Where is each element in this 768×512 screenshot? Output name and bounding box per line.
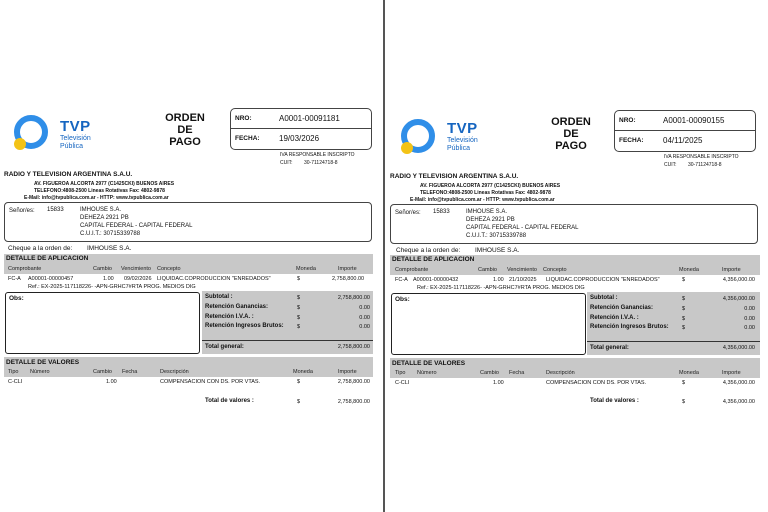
- col-concepto: Concepto: [157, 266, 181, 272]
- val-col-importe: Importe: [722, 370, 741, 376]
- senores-city: CAPITAL FEDERAL - CAPITAL FEDERAL: [80, 223, 193, 229]
- total-valores-value: 4,356,000.00: [722, 399, 755, 405]
- row-vencimiento: 21/10/2025: [509, 277, 537, 283]
- val-col-cambio: Cambio: [93, 369, 112, 375]
- aplicacion-title: DETALLE DE APLICACION: [392, 256, 475, 263]
- val-col-moneda: Moneda: [293, 369, 313, 375]
- company-address: AV. FIGUEROA ALCORTA 2977 (C1425CKI) BUENOS AIRES: [34, 181, 175, 187]
- val-row-tipo: C-CLI: [395, 380, 410, 386]
- col-moneda: Moneda: [296, 266, 316, 272]
- row-importe: 2,758,800.00: [332, 276, 365, 282]
- logo-brand: TVP: [447, 120, 478, 137]
- val-col-tipo: Tipo: [8, 369, 19, 375]
- senores-address: DEHEZA 2921 PB: [80, 215, 129, 221]
- senores-address: DEHEZA 2921 PB: [466, 217, 515, 223]
- ret-ganancias-moneda: $: [297, 305, 301, 311]
- company-email: E-Mail: info@tvpublica.com.ar - HTTP: www.tvpublica.com.ar: [410, 197, 555, 203]
- nro-value: A0001-00090155: [663, 116, 725, 125]
- company-phone: TELEFONO:4808-2500 Lineas Rotativas Fax: 4802-9878: [34, 188, 165, 194]
- val-row-moneda: $: [682, 380, 686, 386]
- total-valores-moneda: $: [297, 399, 301, 405]
- senores-label: Señor/es:: [9, 208, 35, 214]
- company-name: RADIO Y TELEVISION ARGENTINA S.A.U.: [4, 171, 133, 178]
- fecha-label: FECHA:: [619, 137, 644, 144]
- title-line1: ORDEN: [551, 116, 591, 128]
- row-numero: A00001-00000457: [28, 276, 74, 282]
- logo-line1: Televisión: [447, 137, 478, 144]
- row-reference: Ref.: EX-2025-117118226- -APN-GRHC7#RTA PROG. MEDIOS DIG: [28, 284, 196, 290]
- title-line2: DE: [177, 124, 193, 136]
- subtotal-value: 2,758,800.00: [337, 295, 370, 301]
- nro-label: NRO:: [619, 117, 636, 124]
- document-title: [544, 116, 598, 152]
- orden-de-pago-document: [0, 0, 383, 512]
- ret-ganancias-label: Retención Ganancias:: [590, 305, 654, 311]
- val-row-descripcion: COMPENSACION CON DS. POR VTAS.: [546, 380, 647, 386]
- val-row-tipo: C-CLI: [8, 379, 23, 385]
- row-importe: 4,356,000.00: [722, 277, 755, 283]
- total-general-value: 2,758,800.00: [337, 344, 370, 350]
- val-col-numero: Número: [417, 370, 437, 376]
- ret-iibb-moneda: $: [297, 324, 301, 330]
- val-row-importe: 4,356,000.00: [722, 380, 755, 386]
- obs-label: Obs:: [395, 296, 410, 303]
- orden-de-pago-document: [385, 0, 768, 512]
- col-comprobante: Comprobante: [395, 267, 429, 273]
- row-moneda: $: [297, 276, 301, 282]
- company-name: RADIO Y TELEVISION ARGENTINA S.A.U.: [390, 173, 519, 180]
- senores-name: IMHOUSE S.A.: [466, 209, 508, 215]
- col-importe: Importe: [722, 267, 741, 273]
- val-col-fecha: Fecha: [122, 369, 138, 375]
- ret-iva-value: 0.00: [744, 316, 755, 322]
- col-cambio: Cambio: [478, 267, 497, 273]
- col-moneda: Moneda: [679, 267, 699, 273]
- total-valores-moneda: $: [682, 399, 686, 405]
- logo-line1: Televisión: [60, 135, 91, 142]
- col-vencimiento: Vencimiento: [507, 267, 537, 273]
- total-general-label: Total general:: [205, 344, 244, 350]
- fecha-label: FECHA:: [235, 135, 260, 142]
- cuit-value: 30-71124718-8: [688, 162, 722, 168]
- row-concepto: LIQUIDAC.COPRODUCCION "ENREDADOS": [157, 276, 271, 282]
- senores-city: CAPITAL FEDERAL - CAPITAL FEDERAL: [466, 225, 579, 231]
- total-divider: [202, 340, 373, 341]
- document-title: [158, 112, 212, 148]
- tvp-logo-icon: [10, 112, 54, 156]
- logo-line2: Pública: [447, 145, 470, 152]
- cheque-value: IMHOUSE S.A.: [475, 247, 520, 254]
- row-cambio: 1.00: [493, 277, 504, 283]
- val-col-descripcion: Descripción: [160, 369, 189, 375]
- iva-condition: IVA RESPONSABLE INSCRIPTO: [664, 154, 739, 160]
- company-address: AV. FIGUEROA ALCORTA 2977 (C1425CKI) BUENOS AIRES: [420, 183, 561, 189]
- logo-brand: TVP: [60, 118, 91, 135]
- ret-iibb-label: Retención Ingresos Brutos:: [590, 324, 669, 330]
- col-importe: Importe: [338, 266, 357, 272]
- fecha-value: 04/11/2025: [663, 136, 703, 145]
- ret-ganancias-label: Retención Ganancias:: [205, 304, 269, 310]
- box-divider: [615, 130, 755, 131]
- col-vencimiento: Vencimiento: [121, 266, 151, 272]
- val-col-importe: Importe: [338, 369, 357, 375]
- val-row-cambio: 1.00: [493, 380, 504, 386]
- ret-ganancias-moneda: $: [682, 306, 686, 312]
- val-col-numero: Número: [30, 369, 50, 375]
- title-line3: PAGO: [555, 140, 587, 152]
- total-general-label: Total general:: [590, 345, 629, 351]
- total-valores-label: Total de valores :: [590, 398, 639, 404]
- cheque-label: Cheque a la orden de:: [396, 247, 461, 254]
- val-col-cambio: Cambio: [480, 370, 499, 376]
- val-row-cambio: 1.00: [106, 379, 117, 385]
- col-cambio: Cambio: [93, 266, 112, 272]
- recipient-box: [4, 202, 372, 242]
- cheque-value: IMHOUSE S.A.: [87, 245, 132, 252]
- cuit-value: 30-71124718-8: [304, 160, 338, 166]
- ret-iibb-label: Retención Ingresos Brutos:: [205, 323, 284, 329]
- nro-label: NRO:: [235, 115, 252, 122]
- senores-name: IMHOUSE S.A.: [80, 207, 122, 213]
- subtotal-label: Subtotal :: [205, 294, 233, 300]
- total-divider: [587, 341, 760, 342]
- subtotal-label: Subtotal :: [590, 295, 618, 301]
- valores-title: DETALLE DE VALORES: [6, 359, 80, 366]
- val-row-descripcion: COMPENSACION CON DS. POR VTAS.: [160, 379, 261, 385]
- senores-cuit: C.U.I.T.: 30715339788: [80, 231, 141, 237]
- obs-label: Obs:: [9, 295, 24, 302]
- company-email: E-Mail: info@tvpublica.com.ar - HTTP: www.tvpublica.com.ar: [24, 195, 169, 201]
- row-vencimiento: 09/02/2026: [124, 276, 152, 282]
- val-row-importe: 2,758,800.00: [337, 379, 370, 385]
- cheque-label: Cheque a la orden de:: [8, 245, 73, 252]
- val-col-moneda: Moneda: [679, 370, 699, 376]
- ret-iva-label: Retención I.V.A. :: [205, 314, 254, 320]
- fecha-value: 19/03/2026: [279, 134, 320, 143]
- senores-cuit: C.U.I.T.: 30715339788: [466, 233, 527, 239]
- ret-iibb-value: 0.00: [359, 324, 370, 330]
- val-col-fecha: Fecha: [509, 370, 525, 376]
- total-valores-label: Total de valores :: [205, 398, 254, 404]
- box-divider: [231, 128, 371, 129]
- row-tipo: FC-A: [8, 276, 21, 282]
- recipient-box: [390, 204, 758, 244]
- ret-ganancias-value: 0.00: [744, 306, 755, 312]
- row-reference: Ref.: EX-2025-117118226- -APN-GRHC7#RTA PROG. MEDIOS DIG: [417, 285, 585, 291]
- number-date-box: [614, 110, 756, 152]
- subtotal-moneda: $: [682, 296, 686, 302]
- col-comprobante: Comprobante: [8, 266, 42, 272]
- logo-line2: Pública: [60, 143, 83, 150]
- val-col-tipo: Tipo: [395, 370, 406, 376]
- senores-label: Señor/es:: [395, 210, 421, 216]
- subtotal-value: 4,356,000.00: [722, 296, 755, 302]
- title-line2: DE: [563, 128, 579, 140]
- row-concepto: LIQUIDAC.COPRODUCCION "ENREDADOS": [546, 277, 660, 283]
- total-valores-value: 2,758,800.00: [337, 399, 370, 405]
- ret-ganancias-value: 0.00: [359, 305, 370, 311]
- company-phone: TELEFONO:4808-2500 Lineas Rotativas Fax: 4802-9878: [420, 190, 551, 196]
- cuit-label: CUIT:: [664, 162, 677, 168]
- senores-code: 15833: [47, 207, 64, 213]
- total-general-value: 4,356,000.00: [722, 345, 755, 351]
- col-concepto: Concepto: [543, 267, 567, 273]
- title-line3: PAGO: [169, 136, 201, 148]
- row-moneda: $: [682, 277, 686, 283]
- row-cambio: 1.00: [103, 276, 114, 282]
- ret-iva-moneda: $: [682, 316, 686, 322]
- val-row-moneda: $: [297, 379, 301, 385]
- aplicacion-title: DETALLE DE APLICACION: [6, 255, 89, 262]
- ret-iibb-moneda: $: [682, 325, 686, 331]
- title-line1: ORDEN: [165, 112, 205, 124]
- ret-iva-moneda: $: [297, 315, 301, 321]
- ret-iva-label: Retención I.V.A. :: [590, 315, 639, 321]
- iva-condition: IVA RESPONSABLE INSCRIPTO: [280, 152, 355, 158]
- observations-box: [5, 292, 200, 354]
- val-col-descripcion: Descripción: [546, 370, 575, 376]
- tvp-logo-icon: [397, 116, 441, 160]
- number-date-box: [230, 108, 372, 150]
- ret-iibb-value: 0.00: [744, 325, 755, 331]
- cuit-label: CUIT:: [280, 160, 293, 166]
- senores-code: 15833: [433, 209, 450, 215]
- row-tipo: FC-A: [395, 277, 408, 283]
- subtotal-moneda: $: [297, 295, 301, 301]
- observations-box: [391, 293, 586, 355]
- valores-title: DETALLE DE VALORES: [392, 360, 466, 367]
- nro-value: A0001-00091181: [279, 114, 340, 123]
- row-numero: A00001-00000432: [413, 277, 459, 283]
- ret-iva-value: 0.00: [359, 315, 370, 321]
